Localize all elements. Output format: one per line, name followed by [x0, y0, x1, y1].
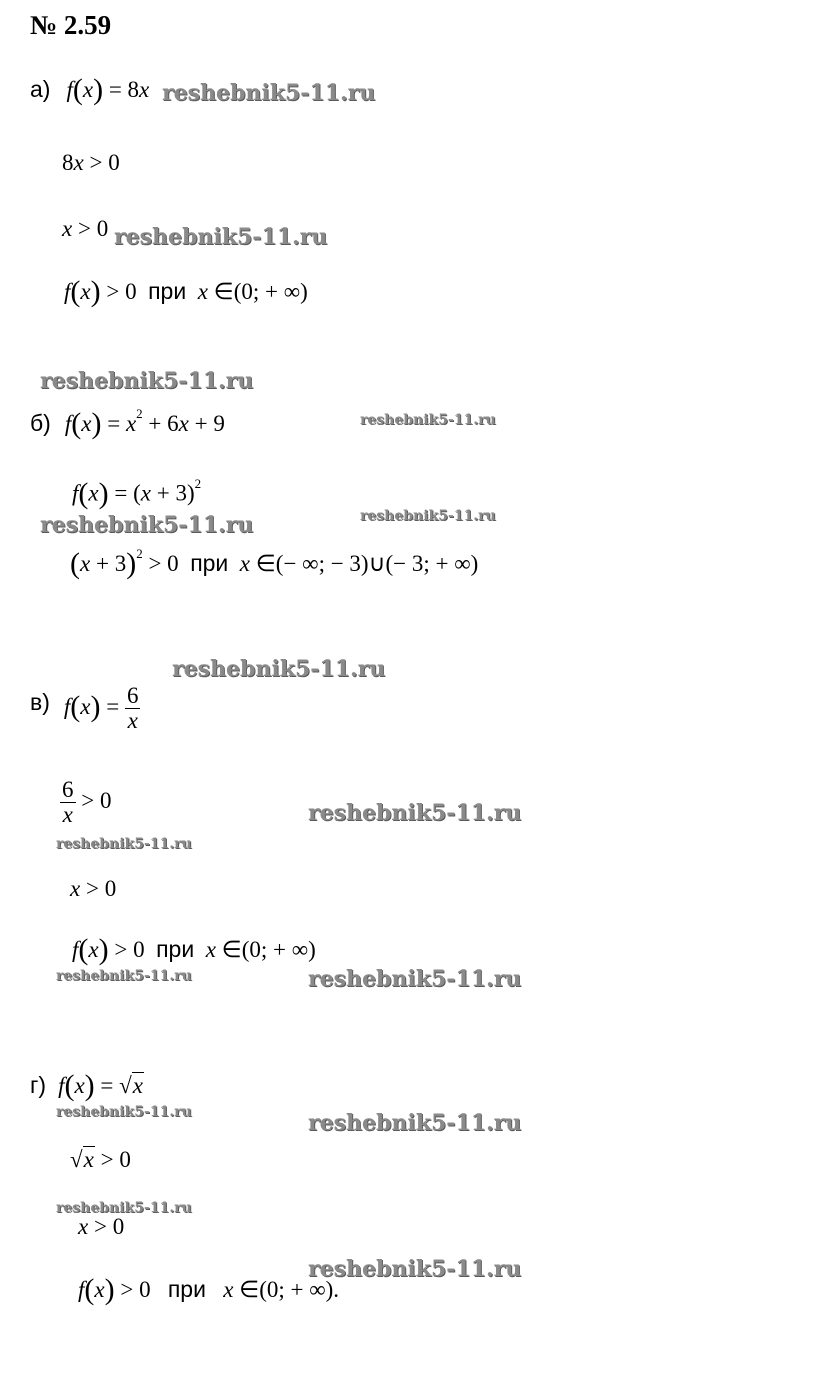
part-g-step-2: x > 0	[78, 1214, 125, 1239]
part-a-definition: а) f(x) = 8x	[30, 73, 150, 106]
square-root: √x	[119, 1073, 143, 1098]
part-v-label: в)	[30, 688, 50, 715]
watermark: reshebnik5-11.ru	[172, 656, 386, 682]
part-g-answer: f(x) > 0 при x ∈(0; + ∞).	[78, 1273, 340, 1306]
part-g-inequality: √x > 0	[70, 1147, 131, 1172]
watermark: reshebnik5-11.ru	[162, 80, 376, 106]
watermark: reshebnik5-11.ru	[114, 224, 328, 250]
watermark: reshebnik5-11.ru	[308, 800, 522, 826]
part-a-answer: f(x) > 0 при x ∈(0; + ∞)	[64, 275, 308, 308]
part-b-definition: б) $f(x) = x^2 + 6x + 9$	[30, 406, 225, 440]
problem-number: № 2.59	[30, 10, 112, 40]
part-v-step-2: x > 0	[70, 876, 117, 901]
part-a-step-1: 8x > 0	[62, 150, 120, 175]
watermark: reshebnik5-11.ru	[56, 1200, 192, 1216]
watermark: reshebnik5-11.ru	[56, 968, 192, 984]
watermark: reshebnik5-11.ru	[308, 966, 522, 992]
part-b-factored: $f(x) = (x + 3)^2$	[72, 476, 202, 510]
part-g-definition: г) f(x) = √x	[30, 1069, 143, 1102]
part-v-answer: f(x) > 0 при x ∈(0; + ∞)	[72, 933, 316, 966]
part-b-answer: $(x + 3)^2 > 0$ при x ∈(− ∞; − 3)∪(− 3; + ∞)	[70, 546, 479, 580]
watermark: reshebnik5-11.ru	[56, 1104, 192, 1120]
part-a-label: а)	[30, 76, 51, 102]
part-a-step-2: x > 0	[62, 216, 109, 241]
part-g-label: г)	[30, 1072, 47, 1098]
part-v-fraction: $\frac{6}{x}$	[126, 683, 139, 733]
watermark: reshebnik5-11.ru	[308, 1110, 522, 1136]
part-v-definition: в) f(x) = $\frac{6}{x}$	[30, 683, 139, 733]
watermark: reshebnik5-11.ru	[56, 836, 192, 852]
part-v-inequality: $\frac{6}{x}$ > 0	[62, 777, 112, 827]
watermark: reshebnik5-11.ru	[40, 368, 254, 394]
watermark: reshebnik5-11.ru	[360, 412, 496, 428]
watermark: reshebnik5-11.ru	[360, 508, 496, 524]
watermark: reshebnik5-11.ru	[308, 1256, 522, 1282]
part-b-label: б)	[30, 410, 51, 436]
watermark: reshebnik5-11.ru	[40, 512, 254, 538]
